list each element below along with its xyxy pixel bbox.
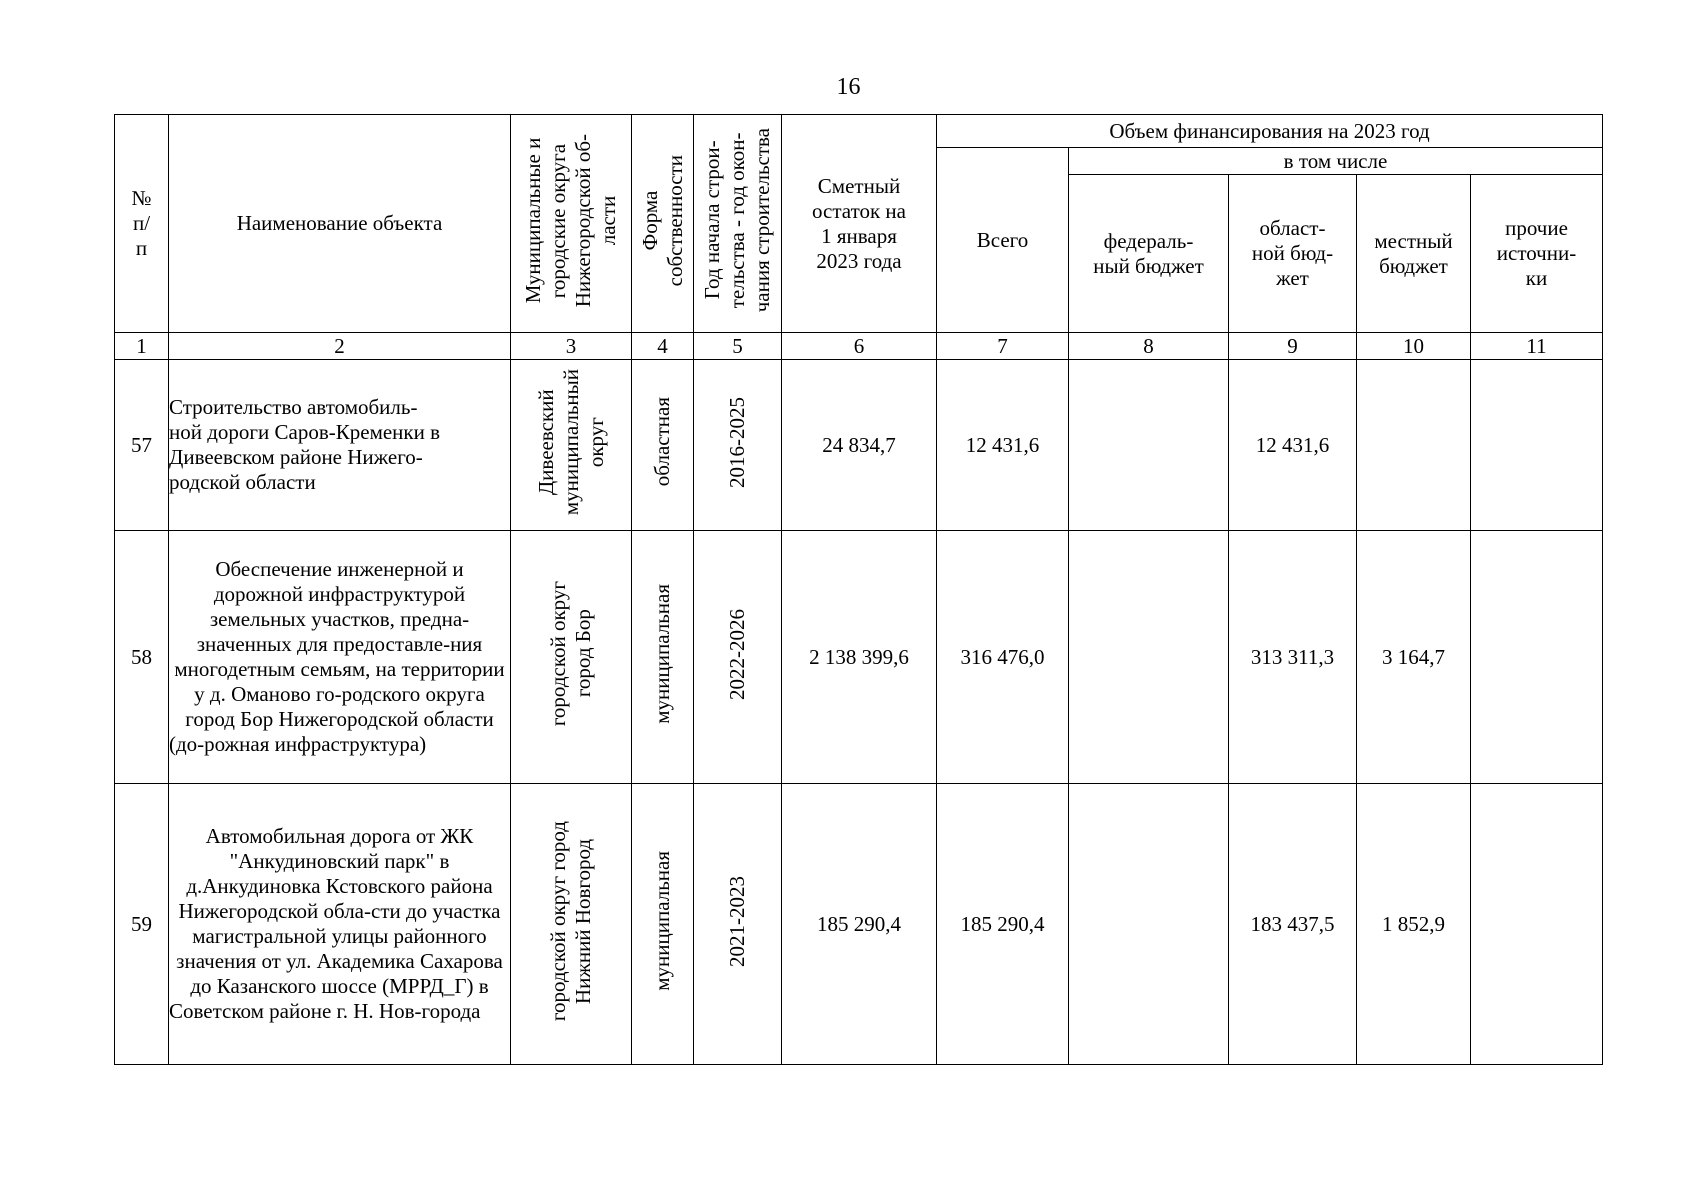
row-years: 2016-2025 [694,360,782,531]
row-estimate: 2 138 399,6 [782,531,937,784]
table-row [115,360,1603,531]
row-regional: 313 311,3 [1229,531,1357,784]
row-other [1471,531,1603,784]
header-regional: област- ной бюд- жет [1229,175,1357,333]
row-other [1471,784,1603,1065]
row-municipality: городской округ город Бор [511,531,632,784]
row-federal [1069,531,1229,784]
header-estimate: Сметный остаток на 1 января 2023 года [782,115,937,333]
page-number: 16 [836,74,861,100]
header-name: Наименование объекта [169,115,511,333]
row-local: 1 852,9 [1357,784,1471,1065]
row-total: 316 476,0 [937,531,1069,784]
row-name: Автомобильная дорога от ЖК "Анкудиновский парк" в д.Анкудиновка Кстовского района Нижегородской обла-сти до участка магистральной улицы районного значения от ул. Академика Сахарова до Казанского шоссе (МРРД_Г) в Советском районе г. Н. Нов-города [169,784,511,1065]
header-municipality: Муниципальные и городские округа Нижегородской об- ласти [511,115,632,333]
column-number: 8 [1069,333,1229,360]
row-ownership: муниципальная [632,531,694,784]
column-numbers-row [115,333,1603,360]
header-total: Всего [937,148,1069,333]
row-local: 3 164,7 [1357,531,1471,784]
row-no: 59 [115,784,169,1065]
column-number: 4 [632,333,694,360]
row-other [1471,360,1603,531]
header-other: прочие источни- ки [1471,175,1603,333]
row-name: Строительство автомобиль- ной дороги Саров-Кременки в Дивеевском районе Нижего- родской области [169,360,511,531]
column-number: 6 [782,333,937,360]
row-years: 2021-2023 [694,784,782,1065]
table-row [115,784,1603,1065]
header-ownership: Форма собственности [632,115,694,333]
row-no: 57 [115,360,169,531]
investment-table [114,114,1603,1065]
header-federal: федераль- ный бюджет [1069,175,1229,333]
row-total: 12 431,6 [937,360,1069,531]
row-ownership: областная [632,360,694,531]
header-funding-group: Объем финансирования на 2023 год [937,115,1603,148]
row-regional: 183 437,5 [1229,784,1357,1065]
row-federal [1069,784,1229,1065]
row-federal [1069,360,1229,531]
row-name: Обеспечение инженерной и дорожной инфраструктурой земельных участков, предна-значенных для предоставле-ния многодетным семьям, на территории у д. Оманово го-родского округа город Бор Нижегородской области (до-рожная инфраструктура) [169,531,511,784]
column-number: 2 [169,333,511,360]
header-local: местный бюджет [1357,175,1471,333]
row-local [1357,360,1471,531]
column-number: 5 [694,333,782,360]
row-estimate: 185 290,4 [782,784,937,1065]
header-years: Год начала строи- тельства - год окон- чания строительства [694,115,782,333]
row-total: 185 290,4 [937,784,1069,1065]
row-municipality: Дивеевский муниципальный округ [511,360,632,531]
row-no: 58 [115,531,169,784]
table-row [115,531,1603,784]
column-number: 9 [1229,333,1357,360]
header-no: № п/ п [115,115,169,333]
header-including: в том числе [1069,148,1603,175]
column-number: 1 [115,333,169,360]
column-number: 3 [511,333,632,360]
row-municipality: городской округ город Нижний Новгород [511,784,632,1065]
column-number: 7 [937,333,1069,360]
row-estimate: 24 834,7 [782,360,937,531]
row-regional: 12 431,6 [1229,360,1357,531]
column-number: 10 [1357,333,1471,360]
row-ownership: муниципальная [632,784,694,1065]
row-years: 2022-2026 [694,531,782,784]
column-number: 11 [1471,333,1603,360]
